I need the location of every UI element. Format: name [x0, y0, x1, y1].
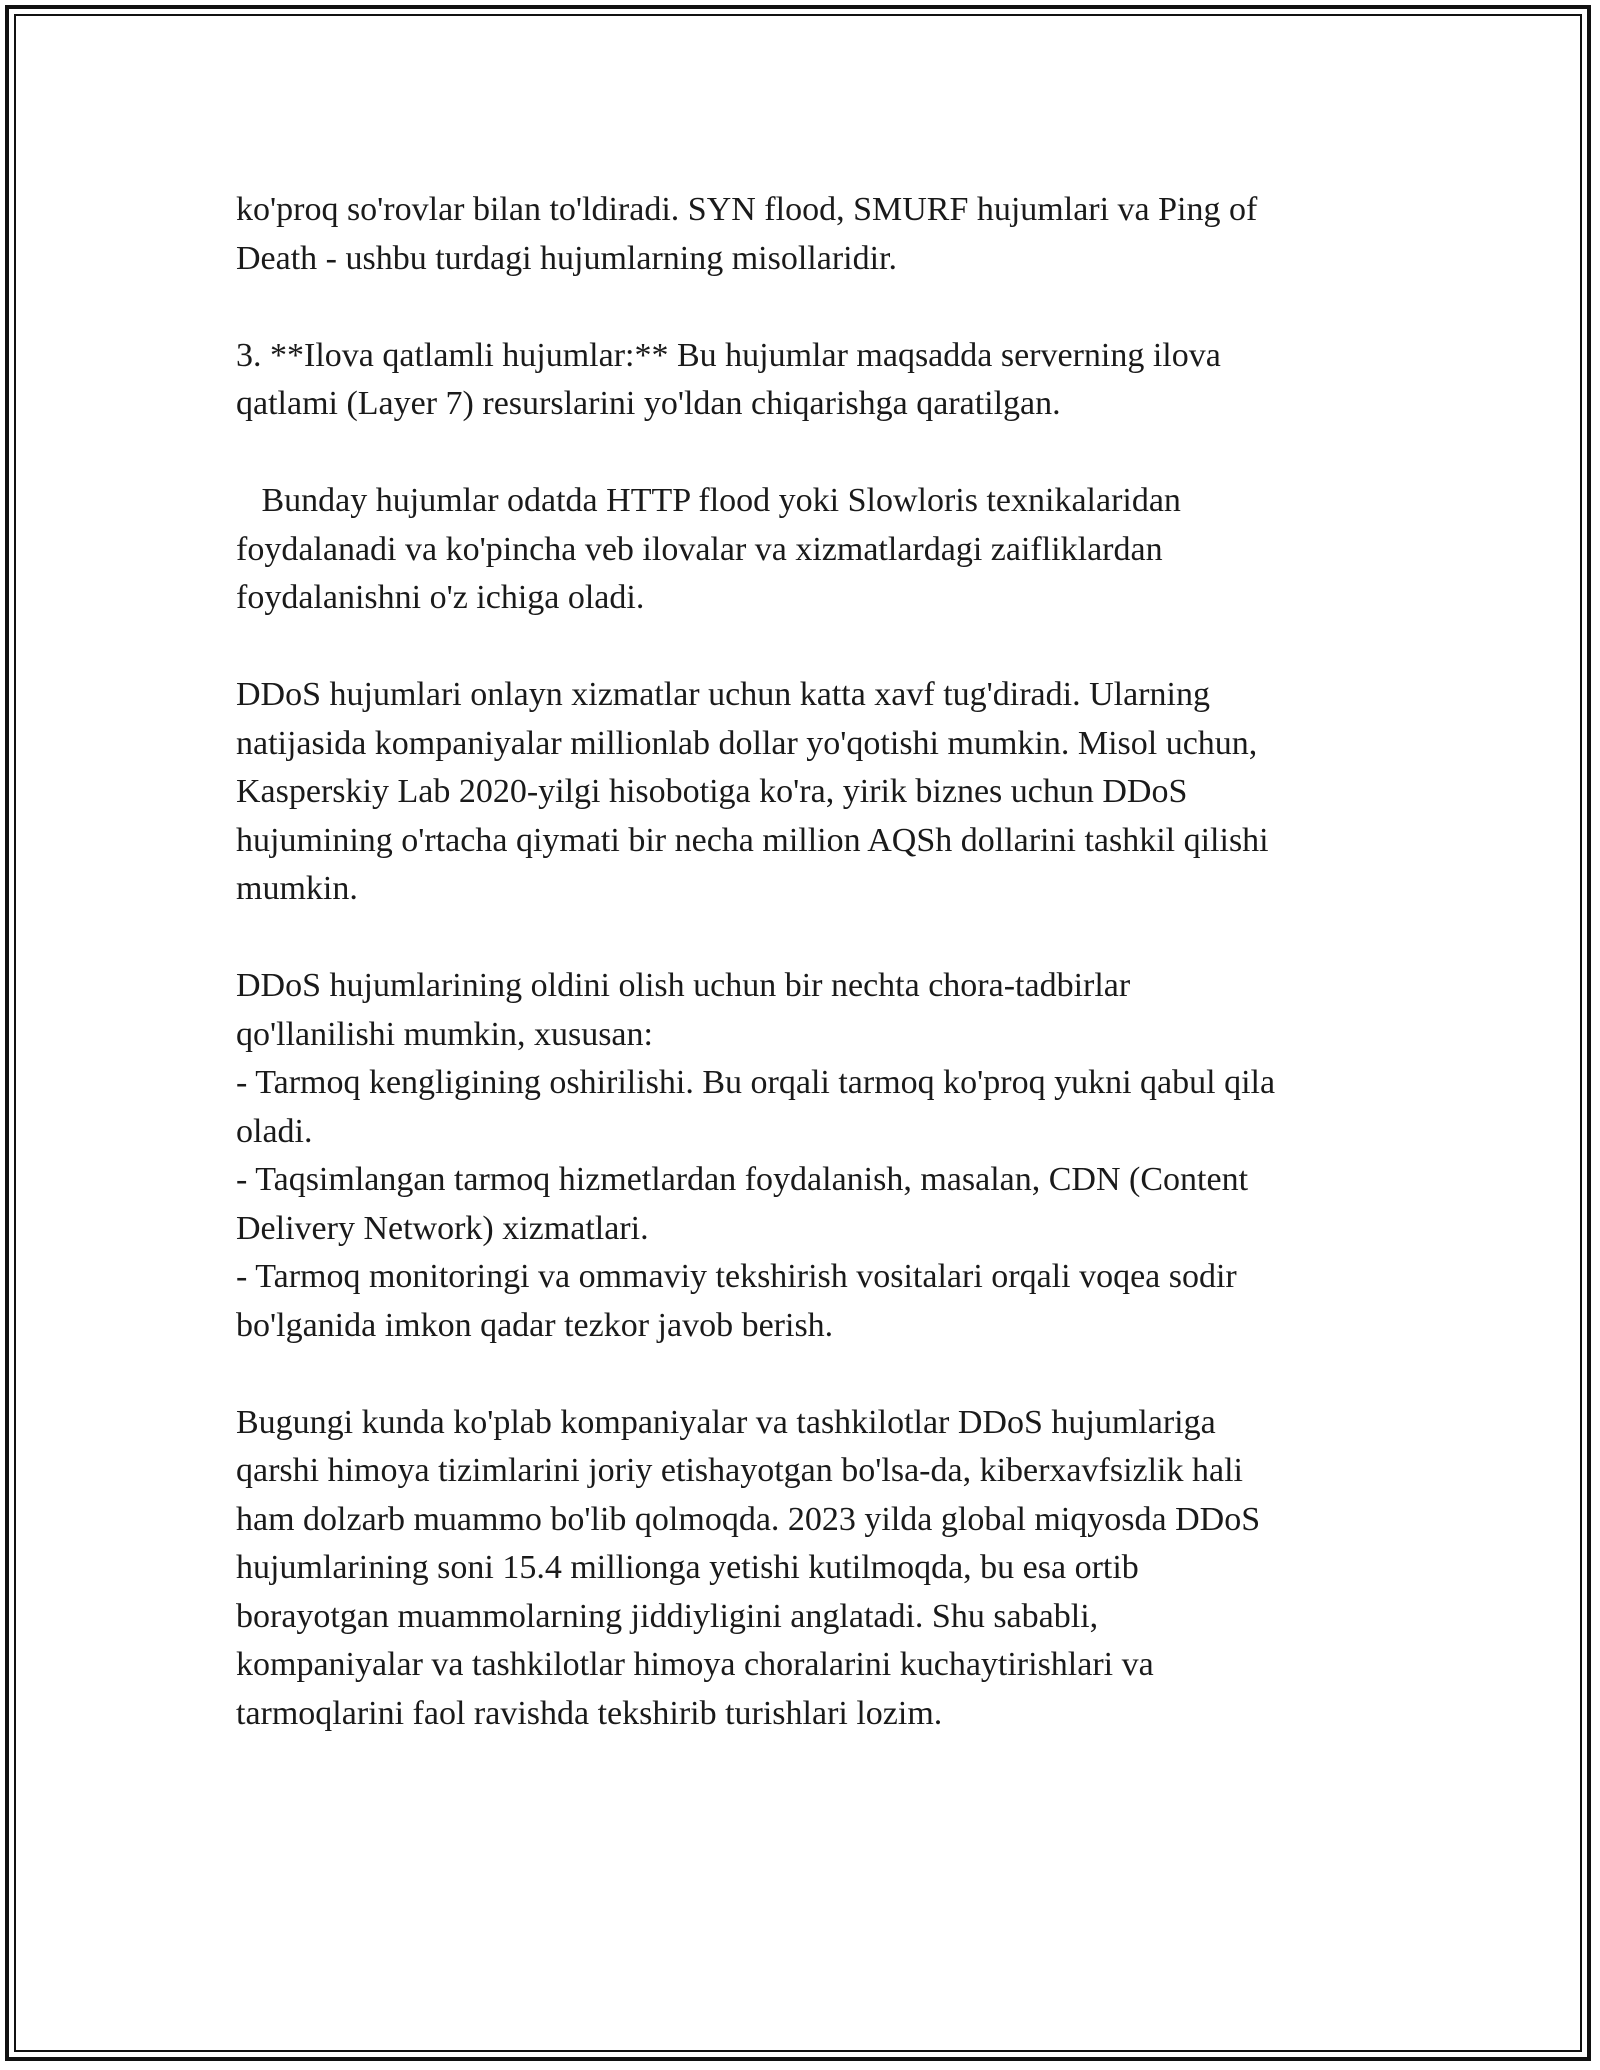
text-line: foydalanadi va ko'pincha veb ilovalar va xizmatlardagi zaifliklardan — [236, 530, 1163, 568]
text-line: DDoS hujumlari onlayn xizmatlar uchun katta xavf tug'diradi. Ularning — [236, 676, 1210, 713]
text-line: borayotgan muammolarning jiddiyligini anglatadi. Shu sababli, — [236, 1597, 1099, 1635]
text-line: hujumining o'rtacha qiymati bir necha million AQSh dollarini tashkil qilishi — [236, 821, 1269, 859]
text-line: Kasperskiy Lab 2020-yilgi hisobotiga ko'ra, yirik biznes uchun DDoS — [236, 773, 1188, 810]
text-line: foydalanishni o'z ichiga oladi. — [236, 579, 645, 616]
paragraph-gap — [236, 1350, 1376, 1399]
text-line: mumkin. — [236, 870, 358, 907]
text-line: 3. **Ilova qatlamli hujumlar:** Bu hujumlar maqsadda serverning ilova — [236, 336, 1221, 374]
text-line: hujumlarining soni 15.4 millionga yetishi kutilmoqda, bu esa ortib — [236, 1549, 1139, 1586]
text-line: natijasida kompaniyalar millionlab dollar yo'qotishi mumkin. Misol uchun, — [236, 724, 1258, 762]
text-line: - Taqsimlangan tarmoq hizmetlardan foydalanish, masalan, CDN (Content — [236, 1161, 1249, 1198]
text-line: - Tarmoq kengligining oshirilishi. Bu orqali tarmoq ko'proq yukni qabul qila — [236, 1064, 1276, 1101]
text-line: Delivery Network) xizmatlari. — [236, 1209, 649, 1247]
text-line: Death - ushbu turdagi hujumlarning misollaridir. — [236, 239, 898, 277]
text-line: ko'proq so'rovlar bilan to'ldiradi. SYN flood, SMURF hujumlari va Ping of — [236, 191, 1258, 228]
text-line: DDoS hujumlarining oldini olish uchun bir nechta chora-tadbirlar — [236, 967, 1131, 1004]
text-line: Bunday hujumlar odatda HTTP flood yoki Slowloris texnikalaridan — [236, 482, 1181, 519]
paragraph-gap — [236, 429, 1376, 478]
text-line: qarshi himoya tizimlarini joriy etishayotgan bo'lsa-da, kiberxavfsizlik hali — [236, 1452, 1243, 1489]
paragraph-gap — [236, 283, 1376, 332]
text-line: qo'llanilishi mumkin, xususan: — [236, 1015, 653, 1053]
document-body — [236, 186, 1376, 1738]
text-line: qatlami (Layer 7) resurslarini yo'ldan chiqarishga qaratilgan. — [236, 385, 1061, 422]
text-line: Bugungi kunda ko'plab kompaniyalar va tashkilotlar DDoS hujumlariga — [236, 1403, 1216, 1441]
text-line: tarmoqlarini faol ravishda tekshirib turishlari lozim. — [236, 1694, 943, 1732]
text-line: - Tarmoq monitoringi va ommaviy tekshirish vositalari orqali voqea sodir — [236, 1258, 1237, 1295]
paragraph-gap — [236, 623, 1376, 672]
text-line: kompaniyalar va tashkilotlar himoya choralarini kuchaytirishlari va — [236, 1646, 1154, 1683]
text-line: bo'lganida imkon qadar tezkor javob berish. — [236, 1306, 834, 1344]
text-line: ham dolzarb muammo bo'lib qolmoqda. 2023 yilda global miqyosda DDoS — [236, 1500, 1261, 1538]
paragraph-gap — [236, 914, 1376, 963]
text-line: oladi. — [236, 1112, 313, 1150]
